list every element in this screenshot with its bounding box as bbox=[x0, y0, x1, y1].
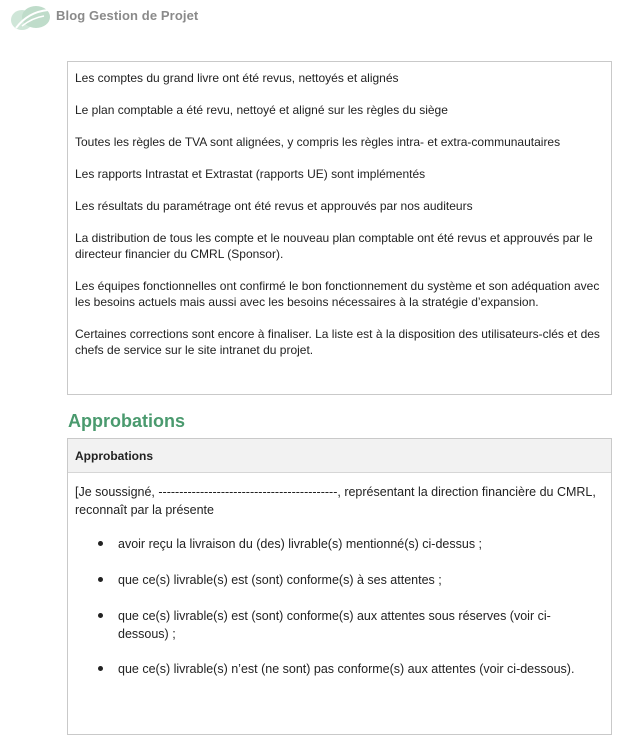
approval-option-text: que ce(s) livrable(s) est (sont) conforme(s) à ses attentes ; bbox=[118, 573, 442, 587]
bullet-icon bbox=[98, 577, 103, 582]
approvals-table-header-label: Approbations bbox=[75, 449, 153, 463]
status-paragraph: Les comptes du grand livre ont été revus, nettoyés et alignés bbox=[75, 71, 399, 85]
status-paragraph: Les rapports Intrastat et Extrastat (rapports UE) sont implémentés bbox=[75, 167, 426, 181]
status-paragraph: Les résultats du paramétrage ont été revus et approuvés par nos auditeurs bbox=[75, 199, 473, 213]
bullet-icon bbox=[98, 613, 103, 618]
approval-option-text: que ce(s) livrable(s) n’est (ne sont) pas conforme(s) aux attentes (voir ci-dessous). bbox=[118, 662, 575, 676]
approval-option-text: avoir reçu la livraison du (des) livrable(s) mentionné(s) ci-dessus ; bbox=[118, 537, 483, 551]
bullet-icon bbox=[98, 666, 103, 671]
status-paragraph: Le plan comptable a été revu, nettoyé et aligné sur les règles du siège bbox=[75, 103, 448, 117]
approval-option-text: que ce(s) livrable(s) est (sont) conforme(s) aux attentes sous réserves (voir ci-dessous) ; bbox=[118, 609, 551, 641]
approvals-heading: Approbations bbox=[68, 411, 185, 431]
status-paragraph: Toutes les règles de TVA sont alignées, y compris les règles intra- et extra-communautaires bbox=[75, 135, 561, 149]
approval-statement: [Je soussigné, -------------------------------------------, représentant la direction financière du CMRL, reconnaît par la présente bbox=[75, 485, 596, 517]
approvals-table bbox=[67, 438, 612, 735]
site-header bbox=[0, 0, 640, 36]
status-box bbox=[67, 61, 612, 395]
approvals-table-header bbox=[68, 439, 611, 473]
status-paragraph: Certaines corrections sont encore à finaliser. La liste est à la disposition des utilisateurs-clés et des chefs de service sur le site intranet du projet. bbox=[75, 327, 600, 357]
leaf-logo-icon[interactable] bbox=[8, 4, 52, 32]
status-paragraph: La distribution de tous les compte et le nouveau plan comptable ont été revus et approuvés par le directeur financier du CMRL (Sponsor). bbox=[75, 231, 593, 261]
site-title[interactable]: Blog Gestion de Projet bbox=[56, 8, 199, 23]
bullet-icon bbox=[98, 541, 103, 546]
status-paragraph: Les équipes fonctionnelles ont confirmé le bon fonctionnement du système et son adéquation avec les besoins actuels mais aussi avec les besoins nécessaires à la stratégie d’expansion. bbox=[75, 279, 600, 309]
